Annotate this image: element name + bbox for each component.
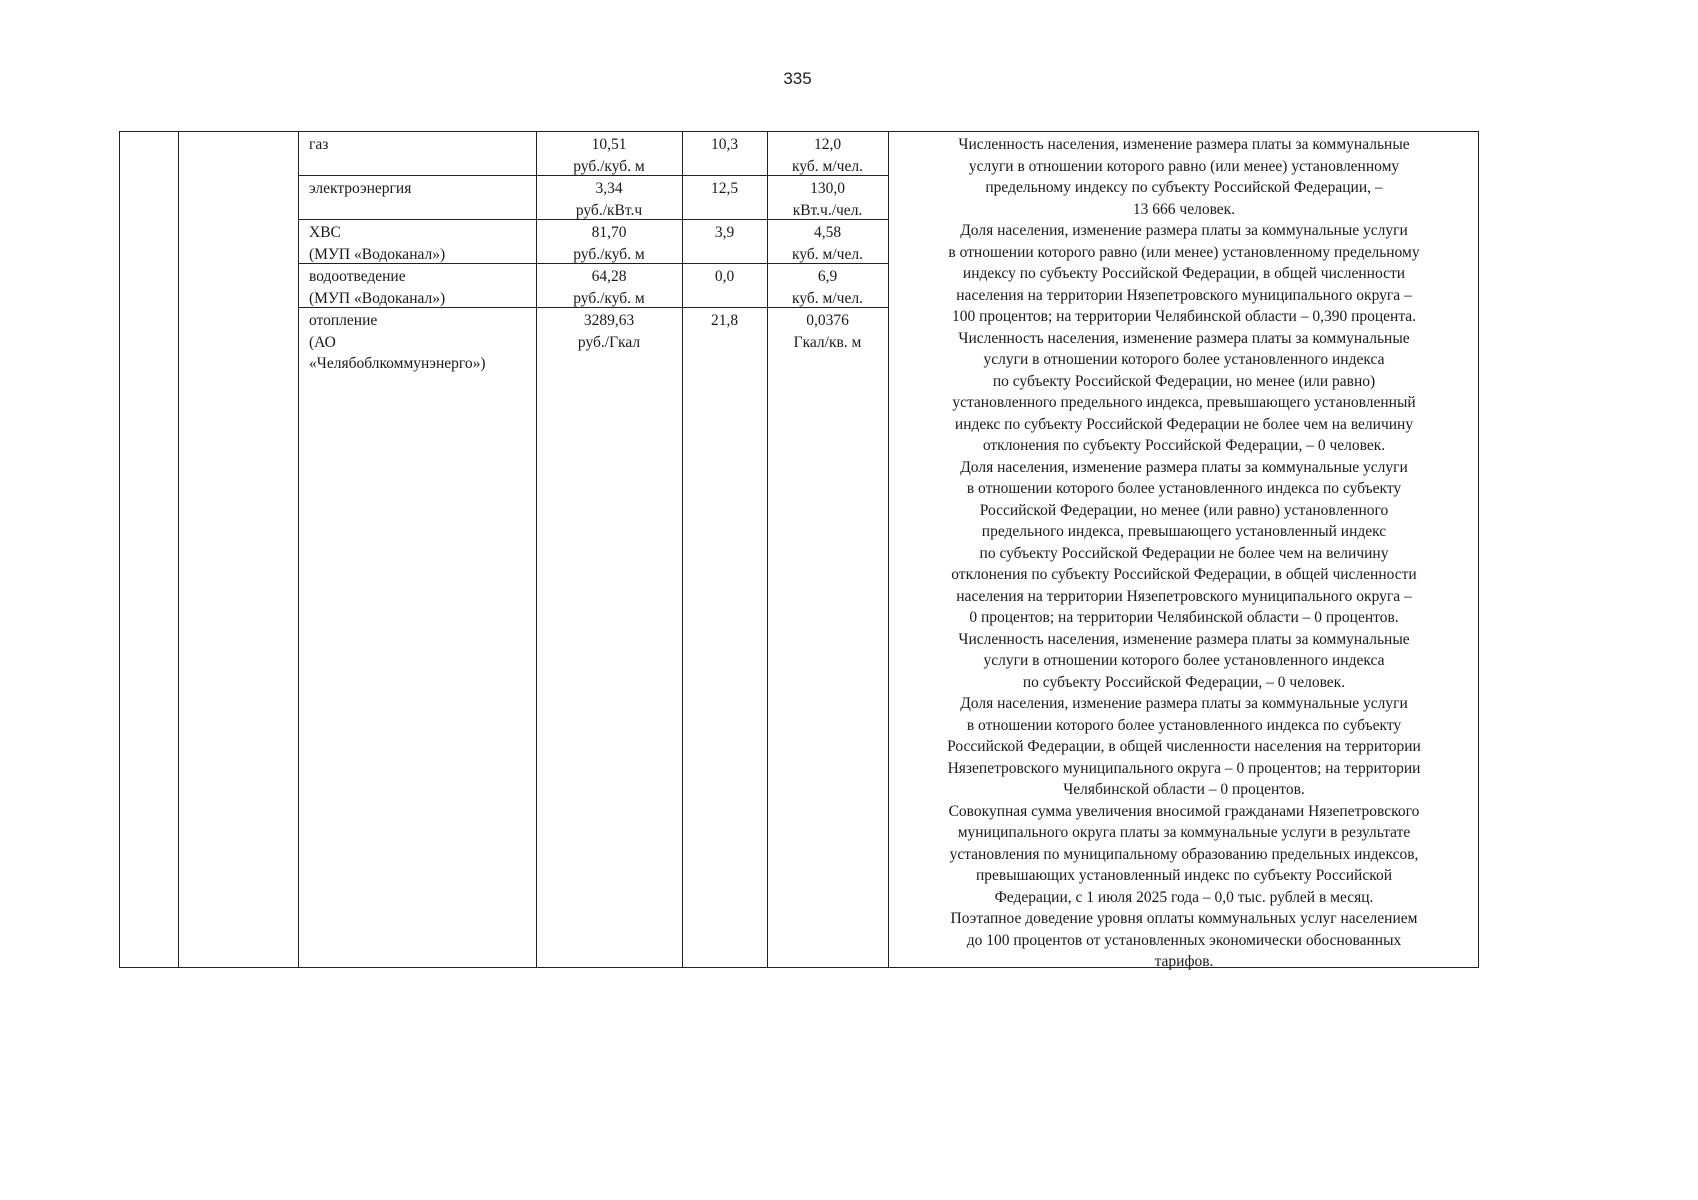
note-line: по субъекту Российской Федерации, – 0 человек. xyxy=(1022,673,1346,691)
index-value: 3,9 xyxy=(714,224,735,241)
note-line: по субъекту Российской Федерации не более чем на величину xyxy=(979,544,1389,562)
note-line: отклонения по субъекту Российской Федерации, в общей численности xyxy=(951,566,1417,583)
note-line: установленного предельного индекса, превышающего установленный xyxy=(952,394,1416,411)
note-line: 13 666 человек. xyxy=(1132,200,1236,218)
note-line: до 100 процентов от установленных экономически обоснованных xyxy=(966,931,1402,949)
table-row-electricity-norm xyxy=(767,178,888,221)
service-name: электроэнергия xyxy=(309,180,412,197)
note-line: Федерации, с 1 июля 2025 года – 0,0 тыс. рублей в месяц. xyxy=(994,888,1374,906)
note-line: услуги в отношении которого более установленного индекса xyxy=(983,652,1385,669)
table-row-gas-index xyxy=(682,134,767,156)
norm-value: 12,0 xyxy=(813,136,842,153)
page-number: 335 xyxy=(783,69,812,88)
note-line: по субъекту Российской Федерации, но менее (или равно) xyxy=(992,372,1376,390)
note-line: 100 процентов; на территории Челябинской области – 0,390 процента. xyxy=(951,308,1417,325)
note-line: установления по муниципальному образованию предельных индексов, xyxy=(949,845,1419,863)
note-line: 0 процентов; на территории Челябинской области – 0 процентов. xyxy=(969,609,1399,626)
note-line: услуги в отношении которого более установленного индекса xyxy=(983,351,1385,368)
table-row-electricity-name xyxy=(309,178,411,200)
column-divider xyxy=(298,131,299,968)
tariff-value: 81,70 xyxy=(591,224,627,241)
service-provider: (МУП «Водоканал») xyxy=(309,289,446,307)
note-line: Челябинской области – 0 процентов. xyxy=(1063,781,1305,798)
tariff-unit: руб./кВт.ч xyxy=(575,201,643,219)
norm-unit: куб. м/чел. xyxy=(792,245,863,263)
note-line: населения на территории Нязепетровского муниципального округа – xyxy=(956,286,1412,304)
note-line: населения на территории Нязепетровского муниципального округа – xyxy=(956,587,1412,605)
tariff-value: 10,51 xyxy=(591,136,627,153)
index-value: 12,5 xyxy=(710,180,739,197)
note-line: Поэтапное доведение уровня оплаты коммунальных услуг населением xyxy=(950,910,1418,927)
note-line: Численность населения, изменение размера платы за коммунальные xyxy=(958,136,1410,153)
norm-value: 6,9 xyxy=(817,268,838,285)
service-name: газ xyxy=(309,136,329,153)
table-row-cold-water-norm xyxy=(767,222,888,265)
table-row-heating-index xyxy=(682,310,767,332)
note-line: предельному индексу по субъекту Российской Федерации, – xyxy=(985,179,1383,196)
table-row-wastewater-tariff xyxy=(536,266,682,309)
note-line: в отношении которого более установленного индекса по субъекту xyxy=(966,480,1402,497)
tariff-value: 64,28 xyxy=(591,268,627,285)
table-row-wastewater-norm xyxy=(767,266,888,309)
note-line: Нязепетровского муниципального округа – 0 процентов; на территории xyxy=(947,759,1421,777)
service-name: ХВС xyxy=(309,224,341,241)
note-line: предельного индекса, превышающего установленный индекс xyxy=(981,523,1387,540)
norm-value: 0,0376 xyxy=(806,312,849,329)
note-line: Российской Федерации, но менее (или равно) установленного xyxy=(979,501,1389,519)
tariff-unit: руб./куб. м xyxy=(573,157,645,175)
table-row-wastewater-index xyxy=(682,266,767,288)
table-row-heating-name xyxy=(309,310,486,375)
note-line: Совокупная сумма увеличения вносимой гражданами Нязепетровского xyxy=(948,802,1420,820)
service-provider: (АО xyxy=(309,333,336,351)
norm-unit: куб. м/чел. xyxy=(792,157,863,175)
index-value: 0,0 xyxy=(714,268,735,285)
table-row-gas-norm xyxy=(767,134,888,177)
norm-unit: куб. м/чел. xyxy=(792,289,863,307)
note-line: индекс по субъекту Российской Федерации не более чем на величину xyxy=(954,415,1414,433)
column-divider xyxy=(682,131,683,968)
note-line: Численность населения, изменение размера платы за коммунальные xyxy=(958,329,1410,347)
table-row-electricity-index xyxy=(682,178,767,200)
note-line: отклонения по субъекту Российской Федерации, – 0 человек. xyxy=(982,437,1386,454)
tariff-unit: руб./Гкал xyxy=(577,333,641,351)
column-divider xyxy=(178,131,179,968)
note-line: Доля населения, изменение размера платы за коммунальные услуги xyxy=(960,458,1408,476)
note-line: тарифов. xyxy=(1154,953,1214,970)
index-value: 10,3 xyxy=(710,136,739,153)
table-row-gas-name xyxy=(309,134,328,156)
note-line: Российской Федерации, в общей численности населения на территории xyxy=(947,738,1421,755)
norm-unit: кВт.ч./чел. xyxy=(792,201,863,219)
norm-value: 4,58 xyxy=(813,224,842,241)
table-row-cold-water-index xyxy=(682,222,767,244)
tariff-value: 3,34 xyxy=(595,180,623,197)
note-line: Численность населения, изменение размера платы за коммунальные xyxy=(958,630,1410,648)
table-row-gas-tariff xyxy=(536,134,682,177)
table-row-heating-tariff xyxy=(536,310,682,353)
note-line: муниципального округа платы за коммунальные услуги в результате xyxy=(957,824,1411,841)
note-line: Доля населения, изменение размера платы за коммунальные услуги xyxy=(960,695,1408,712)
index-value: 21,8 xyxy=(710,312,739,329)
note-line: превышающих установленный индекс по субъекту Российской xyxy=(975,867,1393,884)
service-name: отопление xyxy=(309,312,378,329)
tariff-value: 3289,63 xyxy=(583,312,635,329)
population-impact-note xyxy=(889,134,1479,973)
note-line: Доля населения, изменение размера платы за коммунальные услуги xyxy=(960,222,1408,239)
table-row-heating-norm xyxy=(767,310,888,353)
note-line: в отношении которого более установленного индекса по субъекту xyxy=(966,716,1402,734)
norm-value: 130,0 xyxy=(810,180,845,197)
table-row-cold-water-name xyxy=(309,222,445,265)
service-provider: «Челябоблкоммунэнерго») xyxy=(309,355,486,372)
table-row-electricity-tariff xyxy=(536,178,682,221)
service-provider: (МУП «Водоканал») xyxy=(309,245,446,263)
note-line: индексу по субъекту Российской Федерации, в общей численности xyxy=(962,265,1406,282)
service-name: водоотведение xyxy=(309,268,406,285)
tariff-unit: руб./куб. м xyxy=(573,289,645,307)
tariff-unit: руб./куб. м xyxy=(573,245,645,263)
note-line: услуги в отношении которого равно (или менее) установленному xyxy=(968,157,1400,175)
table-row-cold-water-tariff xyxy=(536,222,682,265)
note-line: в отношении которого равно (или менее) установленному предельному xyxy=(948,243,1420,261)
norm-unit: Гкал/кв. м xyxy=(793,333,862,351)
table-row-wastewater-name xyxy=(309,266,445,309)
